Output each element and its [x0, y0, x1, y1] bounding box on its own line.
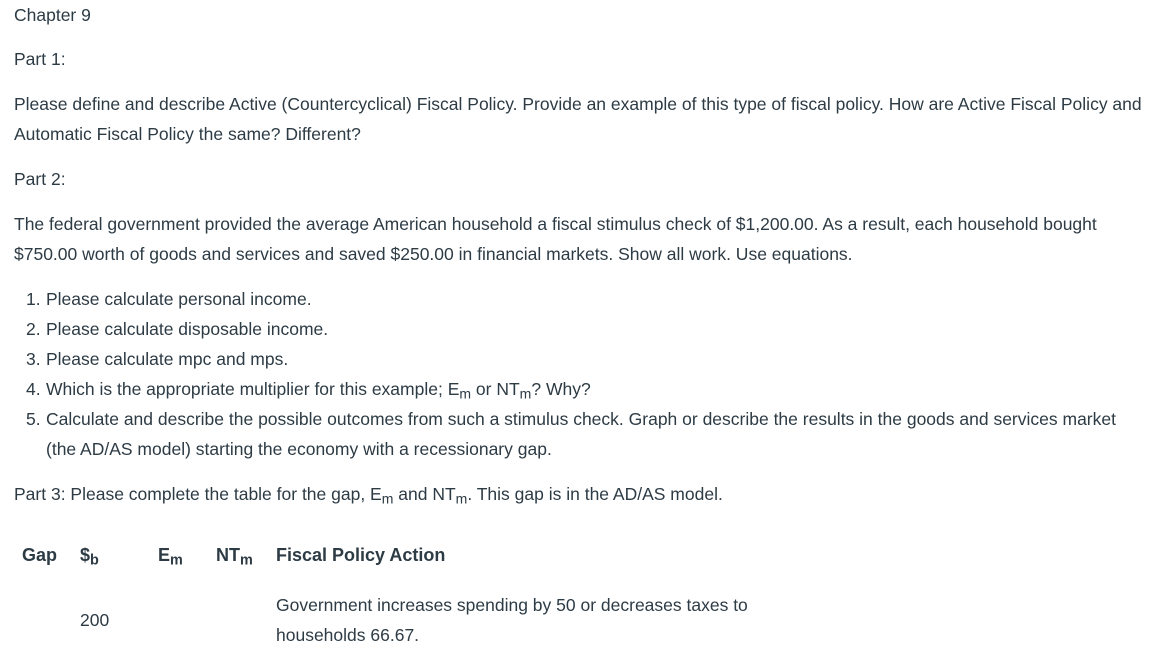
header-em-main: E	[158, 544, 171, 565]
header-ntm-sub: m	[240, 552, 253, 569]
table-spacer	[14, 576, 840, 586]
part3-pre: Part 3: Please complete the table for the gap, E	[14, 484, 382, 504]
list-text: Please calculate disposable income.	[46, 319, 329, 339]
part1-heading: Part 1:	[14, 49, 66, 69]
cell-gap	[14, 586, 76, 654]
part2-question-list	[26, 284, 1136, 464]
part3-instruction	[14, 479, 723, 509]
header-ntm	[212, 534, 272, 576]
list-number: 5.	[26, 409, 41, 429]
list-text: Calculate and describe the possible outcomes from such a stimulus check. Graph or describe the results in the goods and services market (the AD/AS model) starting the economy with a recessionary gap.	[46, 409, 1116, 459]
spacer-cell	[14, 576, 840, 586]
chapter-heading: Chapter 9	[14, 5, 91, 25]
list-text	[46, 374, 1136, 404]
part3-mid: and NT	[393, 484, 456, 504]
cell-em	[154, 586, 212, 654]
list-number: 4.	[26, 379, 41, 399]
list-text-mid: or NT	[471, 379, 520, 399]
subscript-m: m	[381, 490, 394, 507]
header-dollars-sub: b	[90, 552, 99, 569]
list-number: 2.	[26, 319, 41, 339]
list-item	[26, 284, 1136, 314]
table-row	[14, 586, 840, 654]
cell-dollars-b: 200	[80, 609, 110, 630]
part2-question: The federal government provided the average American household a fiscal stimulus check of $1,200.00. As a result, each household bought $750.00 worth of goods and services and saved $250.00 in financial markets. Show all work. Use equations.	[14, 214, 1097, 264]
list-item	[26, 314, 1136, 344]
header-em-sub: m	[170, 552, 183, 569]
part2-heading: Part 2:	[14, 169, 66, 189]
subscript-m: m	[455, 490, 468, 507]
list-number: 1.	[26, 289, 41, 309]
header-em	[154, 534, 212, 576]
list-item	[26, 344, 1136, 374]
list-text: Please calculate mpc and mps.	[46, 349, 289, 369]
gap-table	[14, 534, 840, 654]
cell-fiscal-policy-action: Government increases spending by 50 or decreases taxes to households 66.67.	[276, 595, 748, 645]
header-gap: Gap	[22, 544, 58, 565]
list-number: 3.	[26, 349, 41, 369]
subscript-m: m	[459, 385, 472, 402]
header-fiscal-policy-action: Fiscal Policy Action	[276, 545, 446, 565]
list-text-pre: Which is the appropriate multiplier for this example; E	[46, 379, 460, 399]
list-text-post: ? Why?	[531, 379, 591, 399]
header-ntm-main: NT	[216, 544, 240, 565]
list-item	[26, 404, 1136, 464]
part1-question: Please define and describe Active (Countercyclical) Fiscal Policy. Provide an example of this type of fiscal policy. How are Active Fiscal Policy and Automatic Fiscal Policy the same? Different?	[14, 94, 1142, 144]
header-dollars-main: $	[80, 544, 91, 565]
cell-ntm	[212, 586, 272, 654]
header-dollars-b	[76, 534, 154, 576]
subscript-m: m	[519, 385, 532, 402]
table-header-row	[14, 534, 840, 576]
part3-post: . This gap is in the AD/AS model.	[467, 484, 723, 504]
list-item	[26, 374, 1136, 404]
list-text: Please calculate personal income.	[46, 289, 312, 309]
